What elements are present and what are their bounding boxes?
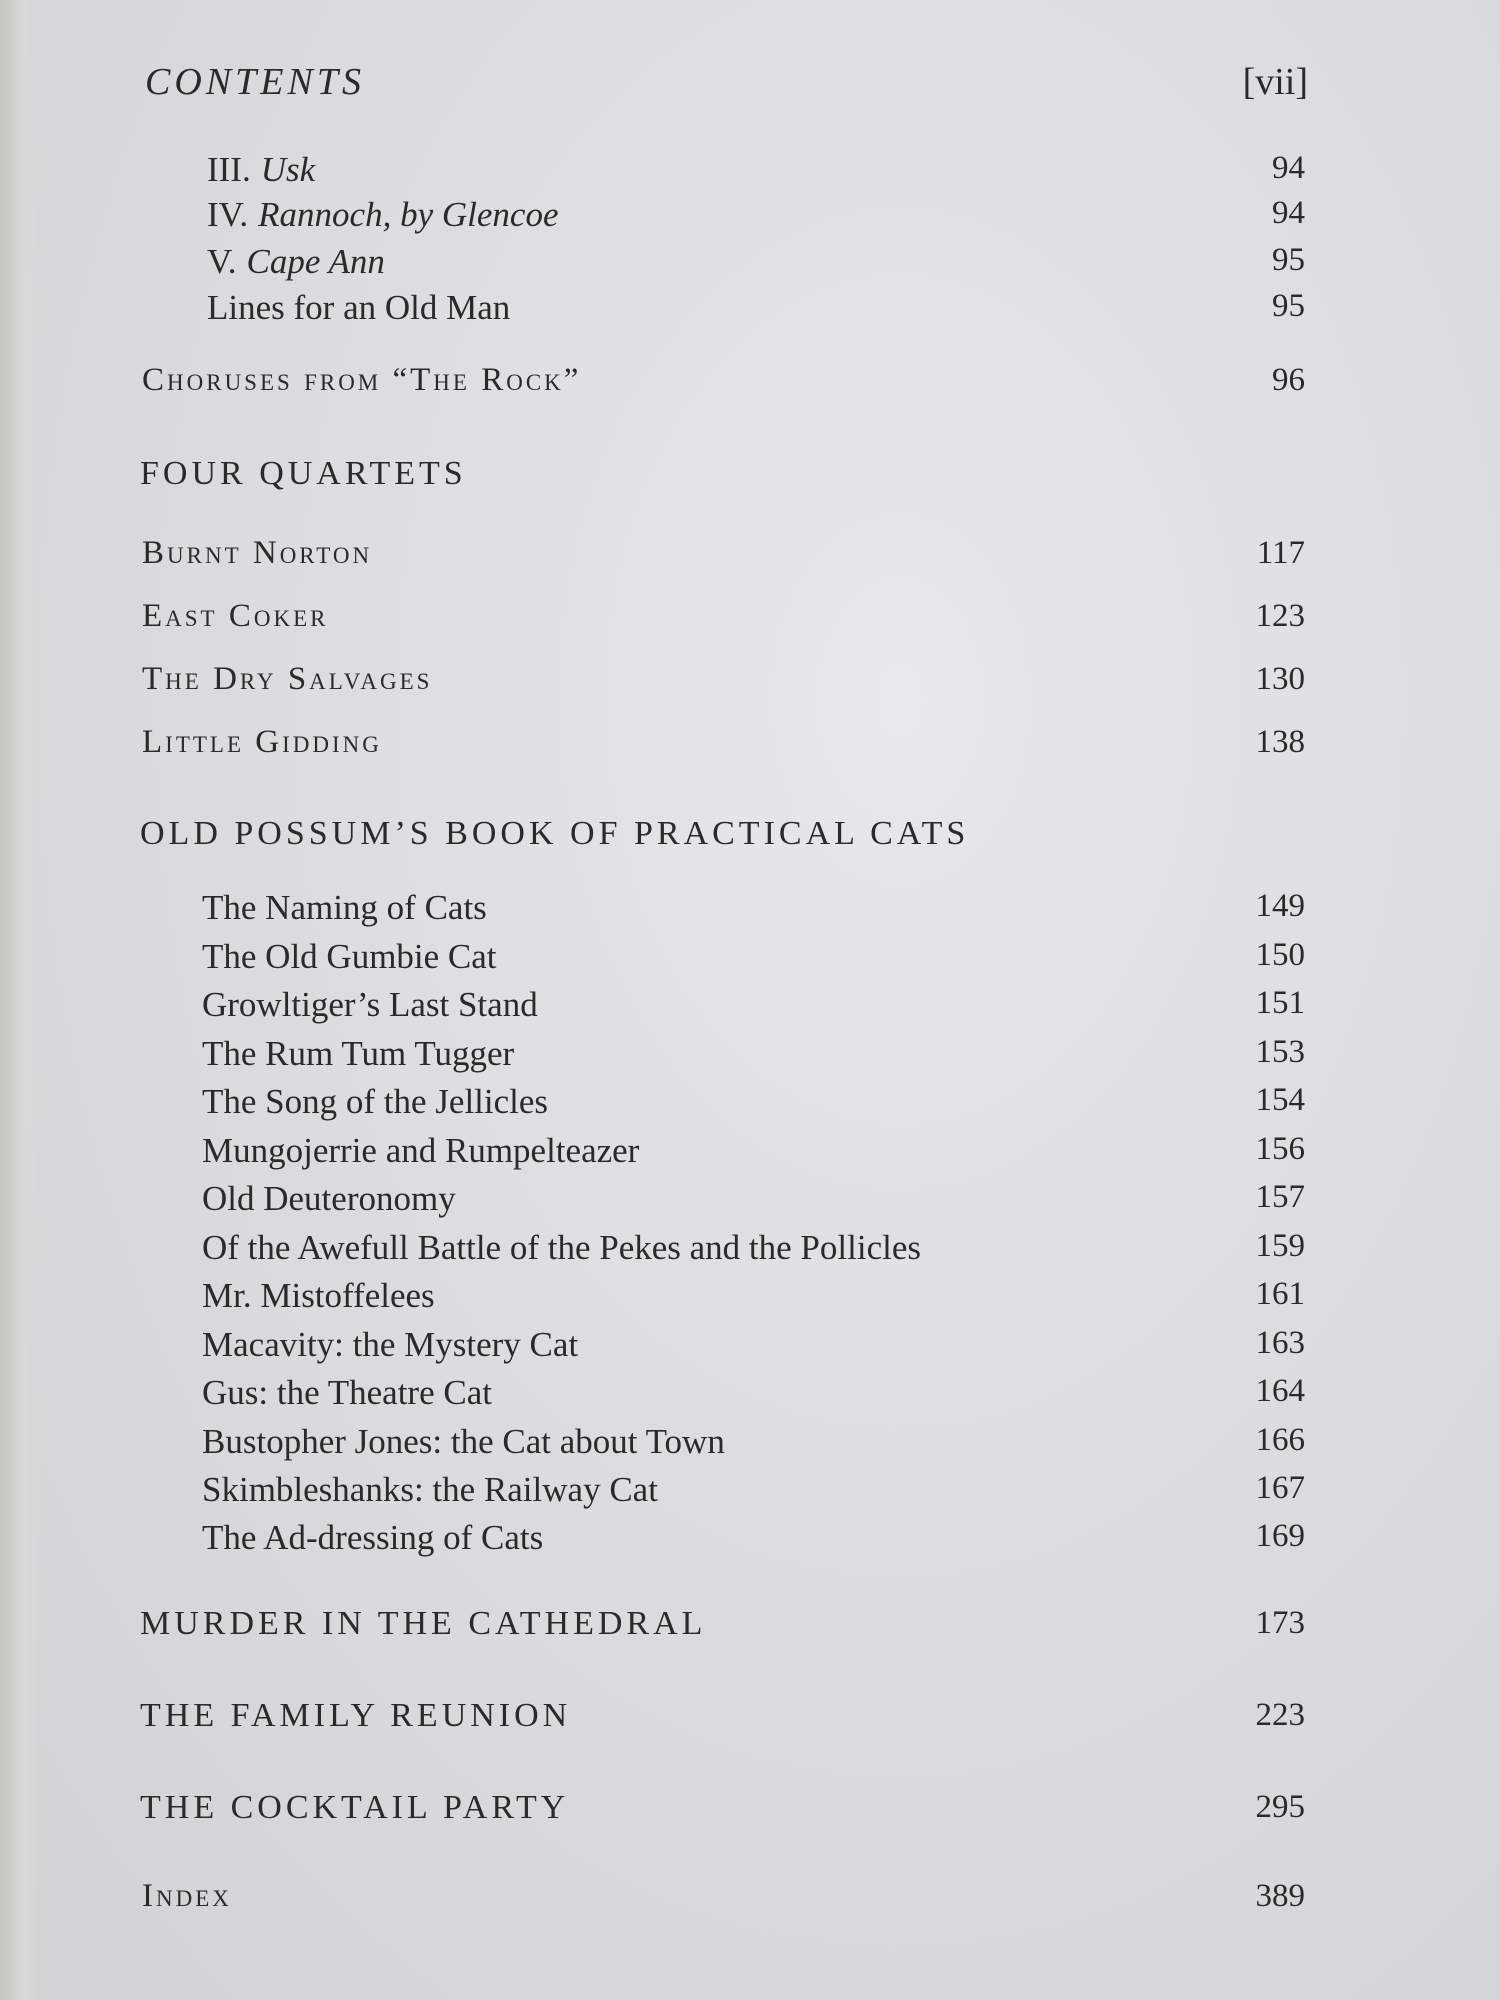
page-number: 223 <box>1255 1697 1305 1733</box>
toc-entry <box>0 288 1500 334</box>
page-number: 95 <box>1272 242 1305 278</box>
page-number: 161 <box>1255 1276 1305 1312</box>
toc-section-entry <box>0 1789 1500 1835</box>
page-number: 164 <box>1255 1373 1305 1409</box>
entry-title: Skimbleshanks: the Railway Cat <box>202 1470 658 1509</box>
page-number: 94 <box>1272 195 1305 231</box>
section-title: East Coker <box>142 598 329 634</box>
toc-entry <box>0 195 1500 241</box>
entry-title: Mungojerrie and Rumpelteazer <box>202 1131 640 1170</box>
entry-title: The Rum Tum Tugger <box>202 1034 515 1073</box>
page-number: 96 <box>1272 362 1305 398</box>
page-number: 167 <box>1255 1470 1305 1506</box>
page-number: 389 <box>1255 1878 1305 1914</box>
roman-numeral: IV. <box>207 195 249 234</box>
toc-entry <box>0 1034 1500 1080</box>
section-title: THE COCKTAIL PARTY <box>140 1789 570 1826</box>
section-title: Little Gidding <box>142 724 382 760</box>
toc-section-entry <box>0 724 1500 770</box>
toc-entry <box>0 150 1500 196</box>
entry-title: Rannoch, by Glencoe <box>258 195 559 234</box>
entry-title: The Old Gumbie Cat <box>202 937 497 976</box>
page-number: 156 <box>1255 1131 1305 1167</box>
section-heading <box>0 815 1500 861</box>
entry-title: The Song of the Jellicles <box>202 1082 549 1121</box>
toc-entry <box>0 242 1500 288</box>
page-number: 157 <box>1255 1179 1305 1215</box>
page-number: 295 <box>1255 1789 1305 1825</box>
toc-entry <box>0 1228 1500 1274</box>
page-number: 95 <box>1272 288 1305 324</box>
toc-entry <box>0 1518 1500 1564</box>
section-title: MURDER IN THE CATHEDRAL <box>140 1605 707 1642</box>
entry-title: Mr. Mistoffelees <box>202 1276 435 1315</box>
page-number: 153 <box>1255 1034 1305 1070</box>
toc-entry <box>0 1325 1500 1371</box>
toc-section-entry <box>0 362 1500 408</box>
page-number: 138 <box>1255 724 1305 760</box>
entry-title: Lines for an Old Man <box>207 288 511 327</box>
toc-entry <box>0 1373 1500 1419</box>
page-number: 166 <box>1255 1422 1305 1458</box>
entry-title: Cape Ann <box>246 242 385 281</box>
heading-four-quartets: FOUR QUARTETS <box>140 455 467 492</box>
section-heading <box>0 455 1500 501</box>
page-number: 151 <box>1255 985 1305 1021</box>
toc-entry <box>0 1131 1500 1177</box>
entry-title: The Naming of Cats <box>202 888 487 927</box>
running-head: CONTENTS <box>145 61 365 103</box>
roman-numeral: III. <box>207 150 251 189</box>
entry-title: Old Deuteronomy <box>202 1179 456 1218</box>
entry-title: Usk <box>260 150 316 189</box>
page-number: 173 <box>1255 1605 1305 1641</box>
toc-entry <box>0 1422 1500 1468</box>
section-title: Choruses from “The Rock” <box>142 362 582 398</box>
toc-section-entry <box>0 598 1500 644</box>
page-folio: [vii] <box>1242 61 1308 103</box>
page-number: 163 <box>1255 1325 1305 1361</box>
index-title: Index <box>142 1878 232 1914</box>
entry-title: Macavity: the Mystery Cat <box>202 1325 579 1364</box>
page-number: 150 <box>1255 937 1305 973</box>
page-number: 130 <box>1255 661 1305 697</box>
entry-title: Gus: the Theatre Cat <box>202 1373 492 1412</box>
heading-practical-cats: OLD POSSUM’S BOOK OF PRACTICAL CATS <box>140 815 970 852</box>
entry-title: Growltiger’s Last Stand <box>202 985 538 1024</box>
toc-section-entry <box>0 1605 1500 1651</box>
toc-entry <box>0 1179 1500 1225</box>
page-number: 159 <box>1255 1228 1305 1264</box>
toc-section-entry <box>0 661 1500 707</box>
section-title: Burnt Norton <box>142 535 373 571</box>
entry-title: Of the Awefull Battle of the Pekes and the Pollicles <box>202 1228 921 1267</box>
toc-section-entry <box>0 1878 1500 1924</box>
page-number: 154 <box>1255 1082 1305 1118</box>
toc-section-entry <box>0 1697 1500 1743</box>
entry-title: Bustopher Jones: the Cat about Town <box>202 1422 725 1461</box>
toc-entry <box>0 985 1500 1031</box>
toc-entry <box>0 888 1500 934</box>
toc-section-entry <box>0 535 1500 581</box>
entry-title: The Ad-dressing of Cats <box>202 1518 544 1557</box>
toc-entry <box>0 1276 1500 1322</box>
page-number: 94 <box>1272 150 1305 186</box>
roman-numeral: V. <box>207 242 237 281</box>
toc-entry <box>0 1470 1500 1516</box>
section-title: The Dry Salvages <box>142 661 433 697</box>
page-number: 169 <box>1255 1518 1305 1554</box>
toc-entry <box>0 937 1500 983</box>
section-title: THE FAMILY REUNION <box>140 1697 572 1734</box>
page-number: 123 <box>1255 598 1305 634</box>
page-number: 149 <box>1255 888 1305 924</box>
page-number: 117 <box>1256 535 1305 571</box>
toc-entry <box>0 1082 1500 1128</box>
